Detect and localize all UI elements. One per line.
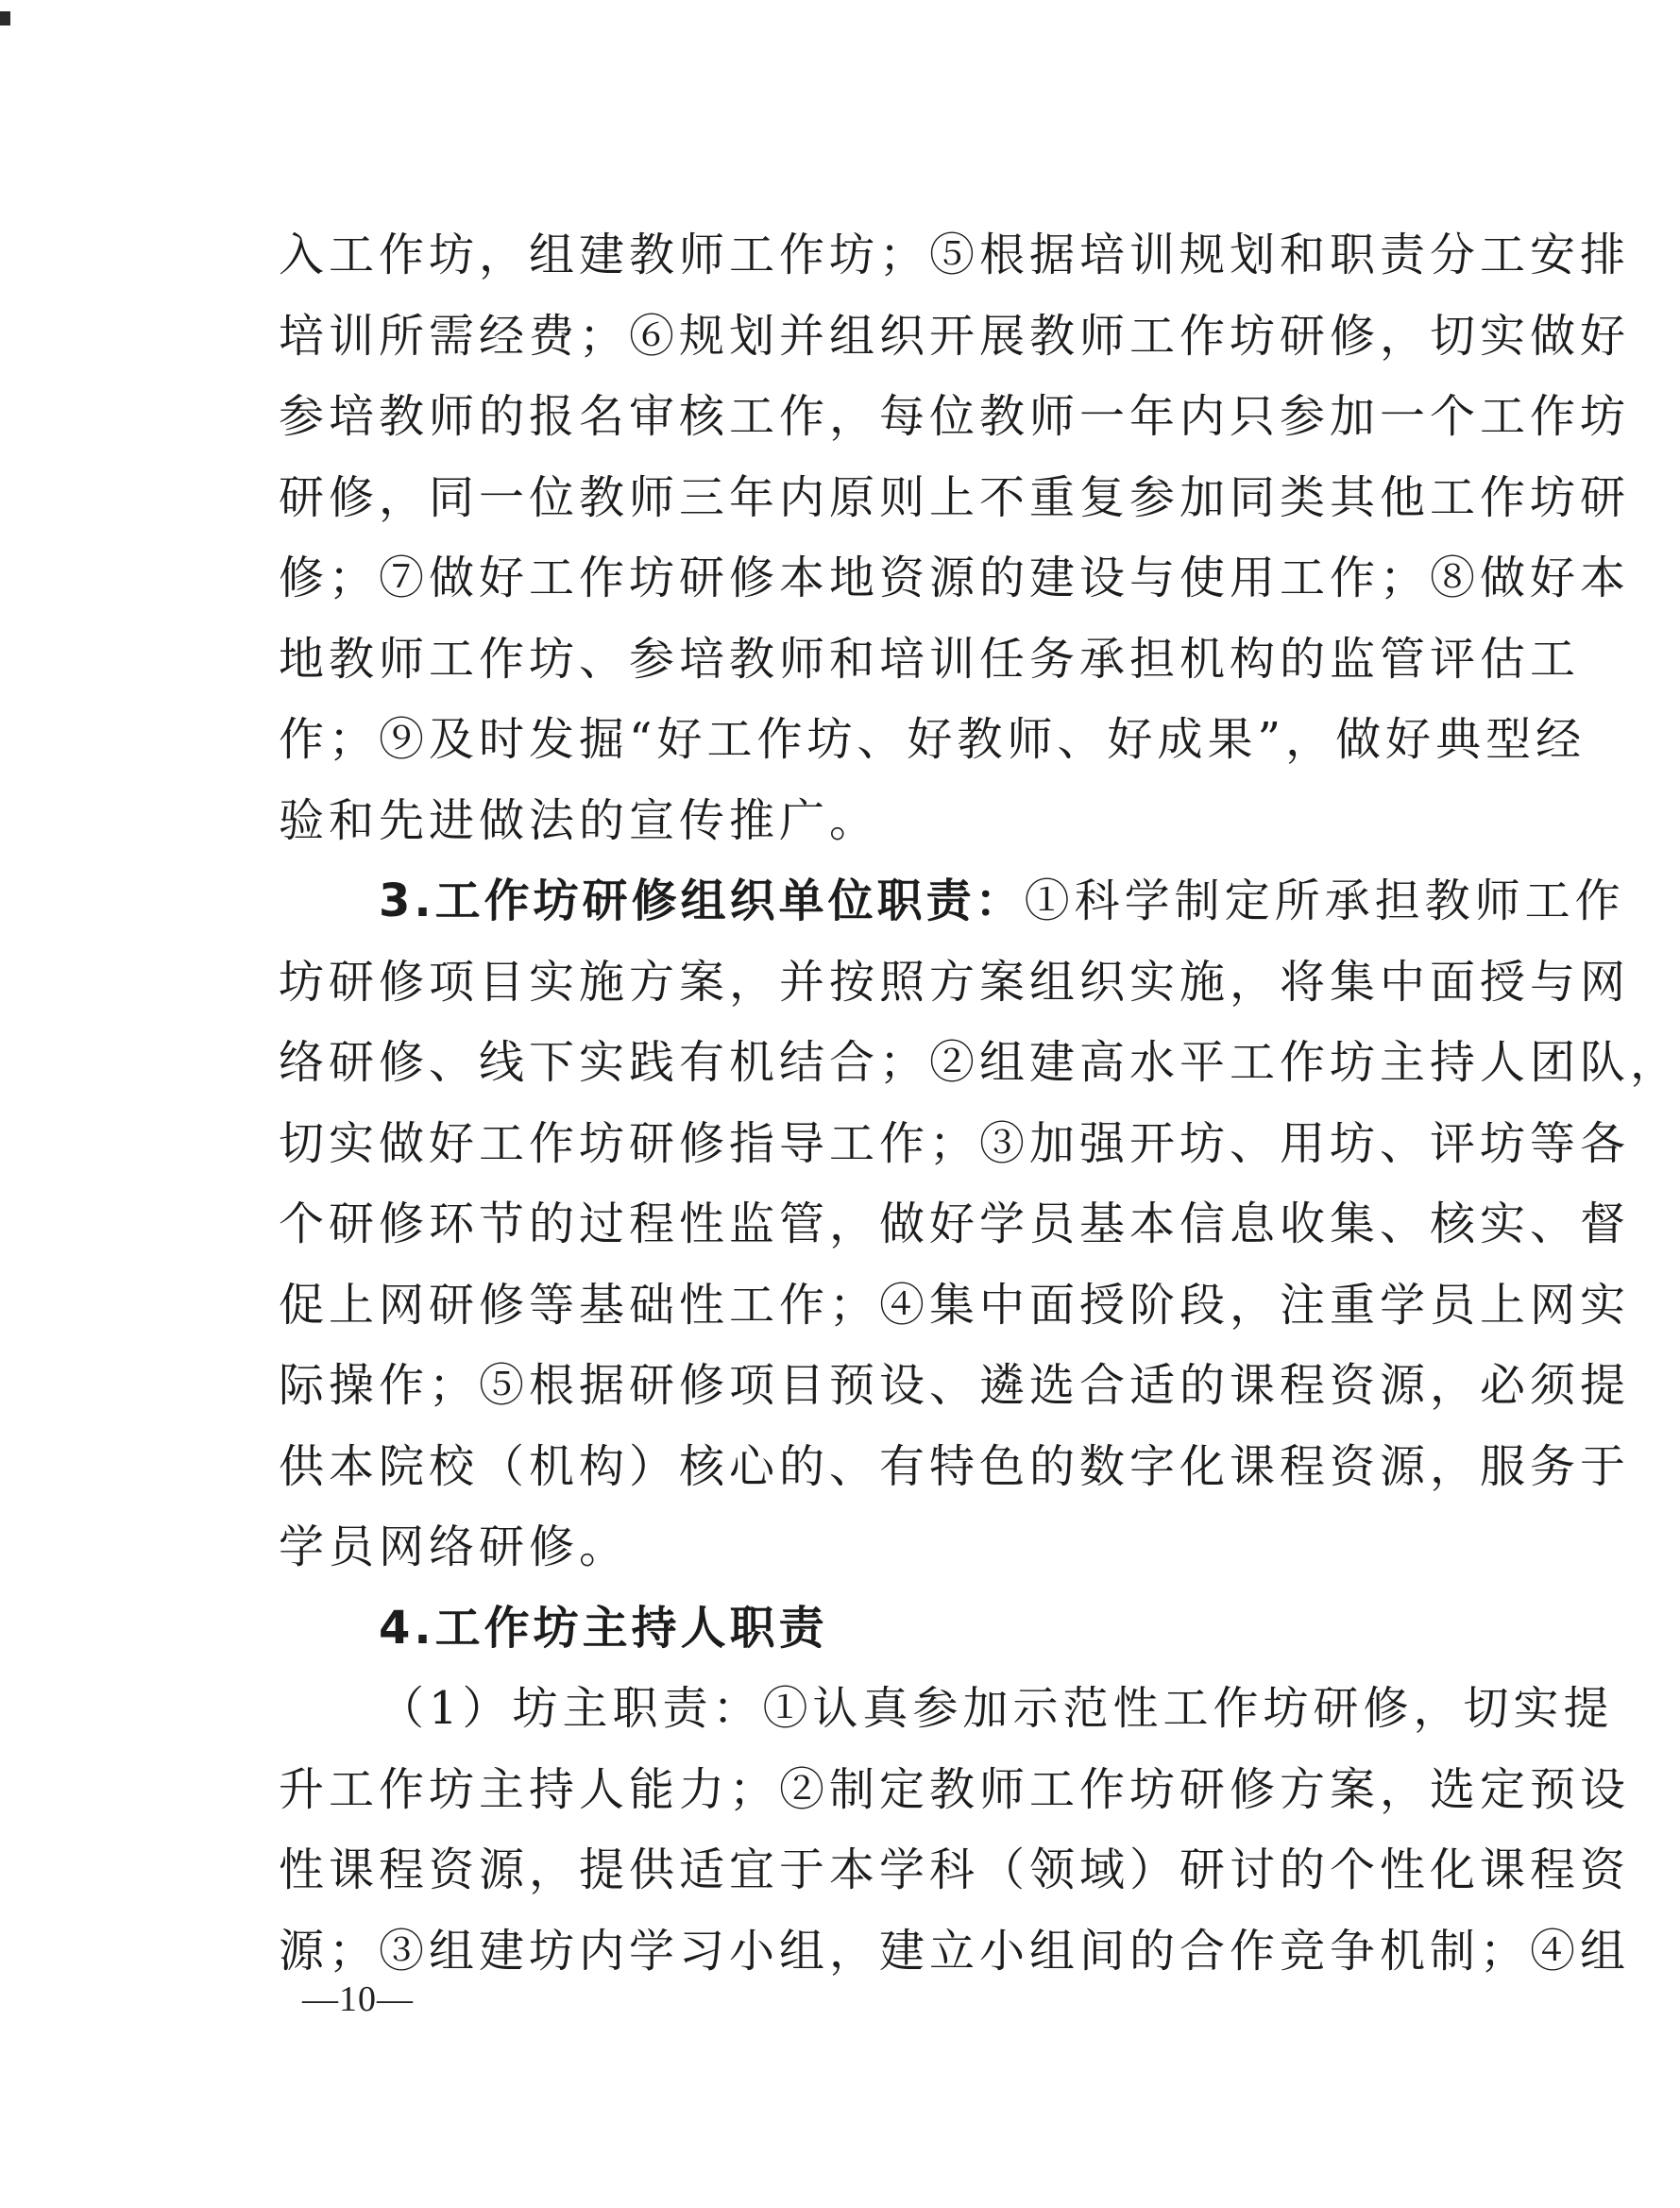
text-line [279,297,1631,378]
document-body [279,215,1680,1992]
line-text: ①科学制定所承担教师工作 [1024,875,1625,927]
line-text: （1）坊主职责：①认真参加示范性工作坊研修，切实提 [379,1682,1614,1735]
line-text: 学员网络研修。 [279,1520,630,1573]
line-text: 际操作；⑤根据研修项目预设、遴选合适的课程资源，必须提 [279,1359,1631,1412]
text-line [279,1346,1631,1427]
text-line [279,1184,1631,1265]
text-line [279,1265,1631,1347]
line-text: 供本院校（机构）核心的、有特色的数字化课程资源，服务于 [279,1439,1631,1493]
text-line [279,1750,1631,1831]
text-line [279,781,1412,862]
line-text: 源；③组建坊内学习小组，建立小组间的合作竞争机制；④组 [279,1924,1631,1978]
text-line [279,700,1587,781]
text-line [279,1427,1631,1508]
line-text: 促上网研修等基础性工作；④集中面授阶段，注重学员上网实 [279,1278,1631,1332]
line-text: 修；⑦做好工作坊研修本地资源的建设与使用工作；⑧做好本 [279,552,1631,604]
line-text: 作；⑨及时发掘“好工作坊、好教师、好成果”，做好典型经 [279,713,1587,766]
line-text: 升工作坊主持人能力；②制定教师工作坊研修方案，选定预设 [279,1762,1631,1816]
line-text: 入工作坊，组建教师工作坊；⑤根据培训规划和职责分工安排 [279,229,1631,281]
scan-corner-mark [0,11,10,25]
section-heading: 4.工作坊主持人职责 [379,1601,828,1655]
text-line [279,215,1631,297]
text-line [279,1023,1680,1104]
text-line [279,1507,1412,1588]
text-line [279,1911,1631,1993]
line-text: 切实做好工作坊研修指导工作；③加强开坊、用坊、评坊等各 [279,1116,1631,1170]
text-line [279,1669,1614,1750]
text-line [279,861,1625,943]
text-line [279,377,1631,458]
text-line [279,943,1631,1024]
line-text: 培训所需经费；⑥规划并组织开展教师工作坊研修，切实做好 [279,309,1631,363]
text-line [279,620,1581,701]
text-line [279,458,1631,539]
text-line [279,1830,1631,1911]
text-line [279,1588,1412,1670]
text-line [279,538,1631,620]
line-text: 性课程资源，提供适宜于本学科（领域）研讨的个性化课程资 [279,1843,1631,1896]
page-number: —10— [302,1979,414,2019]
line-text: 研修，同一位教师三年内原则上不重复参加同类其他工作坊研 [279,470,1631,524]
line-text: 参培教师的报名审核工作，每位教师一年内只参加一个工作坊 [279,390,1631,443]
line-text: 坊研修项目实施方案，并按照方案组织实施，将集中面授与网 [279,955,1631,1009]
section-heading: 3.工作坊研修组织单位职责： [379,875,1025,927]
line-text: 络研修、线下实践有机结合；②组建高水平工作坊主持人团队， [279,1036,1680,1089]
line-text: 个研修环节的过程性监管，做好学员基本信息收集、核实、督 [279,1197,1631,1250]
line-text: 地教师工作坊、参培教师和培训任务承担机构的监管评估工 [279,632,1581,686]
line-text: 验和先进做法的宣传推广。 [279,793,880,847]
text-line [279,1104,1631,1185]
